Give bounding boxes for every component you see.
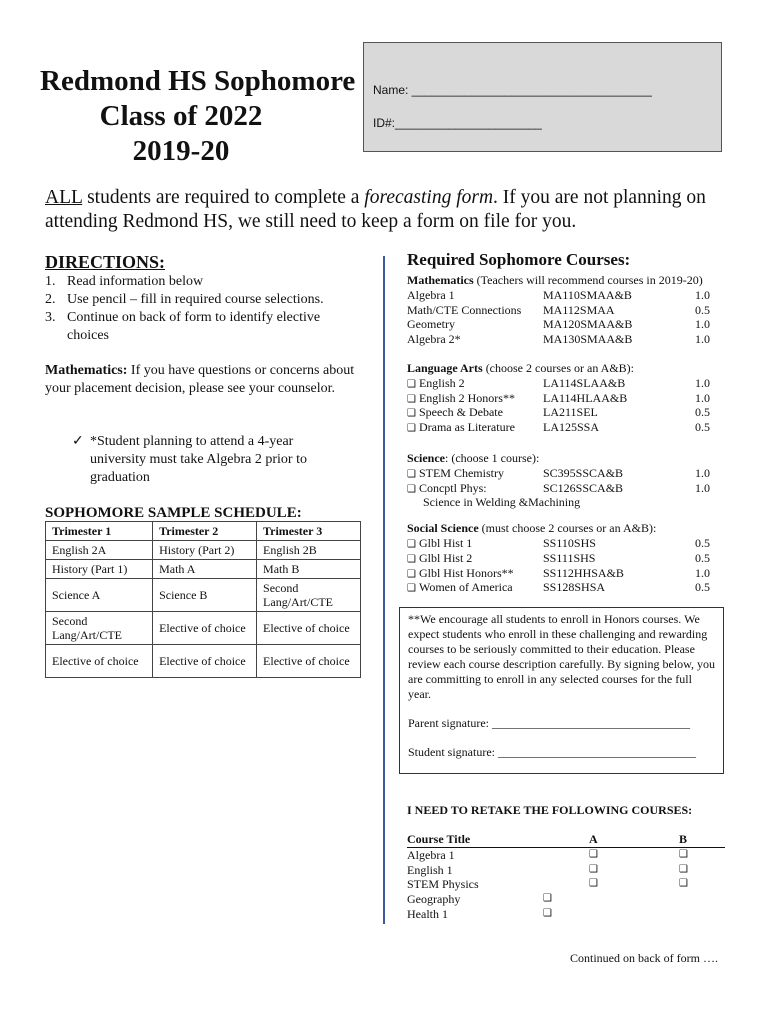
directions-item-text: Read information below: [67, 274, 204, 289]
course-credit: 1.0: [695, 317, 710, 332]
table-cell: Elective of choice: [257, 612, 361, 645]
course-row: [407, 332, 732, 347]
course-name: English 2: [418, 375, 465, 390]
retake-row: [407, 892, 727, 907]
directions-item-text: Continue on back of form to identify elective choices: [67, 310, 321, 343]
checkbox-icon[interactable]: ❑: [407, 468, 416, 480]
course-row: [407, 303, 732, 318]
intro-paragraph: [45, 186, 735, 234]
table-cell: History (Part 1): [46, 560, 153, 579]
course-code: SS111SHS: [543, 550, 596, 565]
checkbox-icon[interactable]: ❑: [407, 538, 416, 550]
directions-item: [45, 291, 365, 309]
course-credit: 1.0: [695, 390, 710, 405]
course-code: SS110SHS: [543, 535, 596, 550]
course-name: Glbl Hist 2: [418, 550, 473, 565]
intro-text-2: . If you are not planning on attending Redmond HS, we still need to keep a form on file for you.: [45, 187, 706, 232]
math-header: [407, 273, 732, 288]
course-name: Algebra 2*: [407, 332, 461, 347]
table-cell: Science B: [153, 579, 257, 612]
directions-item-num: 2.: [45, 292, 56, 307]
table-row: [46, 645, 361, 678]
course-code: LA114SLAA&B: [543, 375, 626, 390]
course-code: MA130SMAA&B: [543, 332, 633, 347]
retake-course-title: Geography: [407, 892, 461, 907]
honors-text: **We encourage all students to enroll in Honors courses. We expect students who enroll in these challenging and rewarding courses to be seriously committed to their education. Please review each course description carefully. By signing below, you are committing to enroll in any selected courses for the full year.: [408, 612, 716, 701]
course-credit: 1.0: [695, 287, 710, 302]
science-note: : (choose 1 course):: [445, 450, 540, 465]
retake-row: [407, 863, 727, 878]
course-row[interactable]: [407, 405, 732, 420]
id-field[interactable]: ID#:______________________: [373, 116, 542, 130]
retake-title: I NEED TO RETAKE THE FOLLOWING COURSES:: [407, 803, 693, 817]
directions-item-num: 3.: [45, 310, 56, 325]
checkbox-icon[interactable]: ❑: [407, 583, 416, 595]
course-row[interactable]: [407, 566, 732, 581]
table-cell: Math A: [153, 560, 257, 579]
course-code: SS112HHSA&B: [543, 565, 624, 580]
directions-item: [45, 309, 365, 345]
checkbox-icon[interactable]: ❑: [407, 423, 416, 435]
math-counselor-note: [45, 362, 365, 398]
course-credit: 0.5: [695, 580, 710, 595]
parent-signature-field[interactable]: Parent signature: _________________________________: [408, 716, 690, 730]
social-note: (must choose 2 courses or an A&B):: [478, 521, 657, 536]
checkbox-icon[interactable]: ❑: [543, 893, 552, 905]
social-header: [407, 521, 732, 536]
course-credit: 1.0: [695, 332, 710, 347]
course-code: MA112SMAA: [543, 302, 615, 317]
checkbox-icon[interactable]: ❑: [407, 393, 416, 405]
math-note-text: If you have questions or concerns about your placement decision, please see your counselor.: [45, 363, 355, 396]
checkbox-b-icon[interactable]: ❑: [679, 848, 688, 860]
checkbox-b-icon[interactable]: ❑: [679, 878, 688, 890]
math-note: (Teachers will recommend courses in 2019-20): [473, 273, 703, 287]
checkbox-a-icon[interactable]: ❑: [589, 878, 598, 890]
science-courses: [407, 451, 732, 510]
checkbox-icon[interactable]: ❑: [407, 568, 416, 580]
directions-item: [45, 273, 365, 291]
directions-item-num: 1.: [45, 274, 56, 289]
retake-row: [407, 907, 727, 922]
course-name: Glbl Hist Honors**: [418, 565, 514, 580]
course-code: LA125SSA: [543, 420, 600, 435]
table-cell: Elective of choice: [153, 645, 257, 678]
table-header: Trimester 3: [257, 522, 361, 541]
checkbox-icon[interactable]: ❑: [543, 907, 552, 919]
lang-header: [407, 361, 732, 376]
required-courses-section: [407, 250, 732, 595]
title-line-3: 2019-20: [132, 135, 230, 167]
sample-schedule-table: [45, 521, 361, 678]
course-name: STEM Chemistry: [418, 465, 504, 480]
lang-label: Language Arts: [407, 360, 483, 375]
course-code: LA211SEL: [543, 405, 598, 420]
table-cell: Elective of choice: [257, 645, 361, 678]
math-note-label: Mathematics:: [45, 363, 128, 378]
table-cell: Elective of choice: [46, 645, 153, 678]
course-name: Glbl Hist 1: [418, 535, 473, 550]
course-row: [407, 288, 732, 303]
checkbox-icon[interactable]: ❑: [407, 553, 416, 565]
table-row: [46, 579, 361, 612]
retake-col-title: Course Title: [407, 832, 471, 846]
intro-text-1: students are required to complete a: [82, 187, 365, 208]
schedule-title: SOPHOMORE SAMPLE SCHEDULE:: [45, 505, 302, 521]
course-credit: 0.5: [695, 535, 710, 550]
table-cell: Second Lang/Art/CTE: [257, 579, 361, 612]
student-signature-field[interactable]: Student signature: _________________________________: [408, 745, 696, 759]
science-label: Science: [407, 450, 445, 465]
table-header-row: [46, 522, 361, 541]
retake-course-title: Algebra 1: [407, 847, 455, 862]
table-header: Trimester 1: [46, 522, 153, 541]
course-name: Algebra 1: [407, 287, 455, 302]
course-credit: 0.5: [695, 405, 710, 420]
directions-item-text: Use pencil – fill in required course selections.: [67, 292, 324, 307]
checkbox-b-icon[interactable]: ❑: [679, 863, 688, 875]
course-row: [407, 317, 732, 332]
course-credit: 0.5: [695, 420, 710, 435]
algebra-requirement-text: *Student planning to attend a 4-year university must take Algebra 2 prior to graduation: [90, 434, 307, 485]
honors-commitment-box: [399, 607, 724, 774]
table-cell: History (Part 2): [153, 541, 257, 560]
course-code: SC395SSCA&B: [543, 465, 624, 480]
page-title: [40, 64, 356, 169]
math-label: Mathematics: [407, 273, 474, 287]
intro-form-word: forecasting form: [364, 187, 494, 208]
course-row[interactable]: [407, 420, 732, 435]
course-code: LA114HLAA&B: [543, 390, 628, 405]
retake-row: [407, 877, 727, 892]
table-row: [46, 560, 361, 579]
title-line-1: Redmond HS Sophomore: [40, 65, 356, 97]
table-cell: Math B: [257, 560, 361, 579]
course-name: Speech & Debate: [418, 405, 503, 420]
intro-all-word: ALL: [45, 187, 83, 208]
checkbox-a-icon[interactable]: ❑: [589, 848, 598, 860]
table-cell: Elective of choice: [153, 612, 257, 645]
retake-course-title: English 1: [407, 862, 453, 877]
directions-list: [45, 273, 365, 345]
course-subtitle: Science in Welding &Machining: [423, 495, 581, 510]
continued-footer: Continued on back of form ….: [570, 951, 718, 965]
science-header: [407, 451, 732, 466]
checkbox-icon[interactable]: ❑: [407, 483, 416, 495]
course-row[interactable]: [407, 536, 732, 551]
course-name: Geometry: [407, 317, 455, 332]
retake-course-title: Health 1: [407, 906, 448, 921]
course-row[interactable]: [407, 551, 732, 566]
course-credit: 0.5: [695, 550, 710, 565]
course-row[interactable]: [407, 481, 732, 496]
checkmark-icon: ✓: [72, 434, 84, 449]
course-code: SS128SHSA: [543, 580, 606, 595]
social-label: Social Science: [407, 521, 479, 536]
retake-col-a: A: [589, 832, 598, 846]
retake-header-row: [407, 832, 725, 848]
math-courses: [407, 273, 732, 347]
table-header: Trimester 2: [153, 522, 257, 541]
course-row[interactable]: [407, 391, 732, 406]
table-cell: English 2A: [46, 541, 153, 560]
lang-note: (choose 2 courses or an A&B):: [482, 360, 634, 375]
checkbox-a-icon[interactable]: ❑: [589, 863, 598, 875]
name-id-box: [363, 42, 722, 152]
course-credit: 1.0: [695, 480, 710, 495]
course-name: Math/CTE Connections: [407, 302, 522, 317]
language-arts-courses: [407, 361, 732, 435]
title-line-2: Class of 2022: [99, 100, 263, 132]
retake-col-b: B: [679, 832, 688, 846]
course-credit: 1.0: [695, 375, 710, 390]
column-divider: [383, 256, 385, 924]
algebra-requirement-note: [72, 433, 352, 487]
course-name: Women of America: [418, 580, 513, 595]
table-cell: English 2B: [257, 541, 361, 560]
course-subtitle-row: [407, 495, 732, 510]
checkbox-icon[interactable]: ❑: [407, 378, 416, 390]
retake-course-title: STEM Physics: [407, 877, 479, 892]
course-name: English 2 Honors**: [418, 390, 515, 405]
directions-heading: DIRECTIONS:: [45, 252, 166, 272]
checkbox-icon[interactable]: ❑: [407, 408, 416, 420]
course-row[interactable]: [407, 580, 732, 595]
required-courses-heading: Required Sophomore Courses:: [407, 250, 631, 269]
table-cell: Science A: [46, 579, 153, 612]
name-field[interactable]: Name: ____________________________________: [373, 83, 652, 97]
course-code: MA120SMAA&B: [543, 317, 633, 332]
course-code: SC126SSCA&B: [543, 480, 624, 495]
course-row[interactable]: [407, 466, 732, 481]
course-credit: 1.0: [695, 565, 710, 580]
table-row: [46, 541, 361, 560]
course-name: Concptl Phys:: [418, 480, 487, 495]
table-row: [46, 612, 361, 645]
table-cell: Second Lang/Art/CTE: [46, 612, 153, 645]
retake-row: [407, 848, 727, 863]
retake-table: [407, 832, 727, 922]
course-name: Drama as Literature: [418, 420, 515, 435]
course-credit: 0.5: [695, 302, 710, 317]
social-science-courses: [407, 521, 732, 595]
course-credit: 1.0: [695, 465, 710, 480]
course-row[interactable]: [407, 376, 732, 391]
course-code: MA110SMAA&B: [543, 287, 632, 302]
